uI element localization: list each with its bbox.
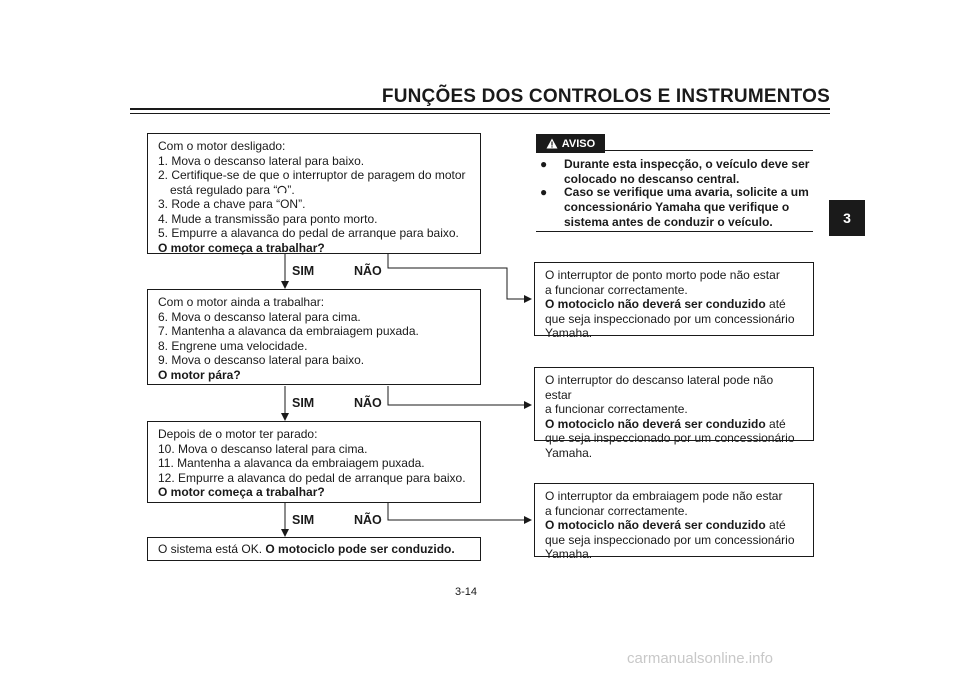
result-box-2 — [534, 367, 814, 460]
result-line — [545, 297, 803, 312]
box3-line: 11. Mantenha a alavanca da embraiagem puxada. — [158, 456, 425, 470]
flow-box-2 — [147, 289, 481, 385]
bullet-icon: ● — [540, 157, 548, 171]
box2-line: 6. Mova o descanso lateral para cima. — [158, 309, 361, 324]
box2-question: O motor pára? — [158, 367, 241, 382]
box1-line-part: ”. — [287, 182, 295, 197]
chapter-tab[interactable]: 3 — [829, 200, 865, 236]
box1-line: 1. Mova o descanso lateral para baixo. — [158, 153, 365, 168]
box2-line: 8. Engrene uma velocidade. — [158, 338, 308, 353]
result-line: Yamaha. — [545, 547, 593, 561]
result-line: O interruptor de ponto morto pode não estar — [545, 268, 780, 282]
no-label-2: NÃO — [354, 396, 382, 410]
result-line: a funcionar correctamente. — [545, 282, 688, 297]
result-line: O interruptor do descanso lateral pode não estar — [545, 373, 774, 402]
engine-run-icon — [277, 184, 287, 195]
result-line — [545, 518, 803, 533]
result-after: até — [765, 518, 786, 532]
result-box-1 — [534, 262, 814, 340]
warning-badge — [536, 134, 605, 153]
box2-line: Com o motor ainda a trabalhar: — [158, 295, 325, 309]
watermark: carmanualsonline.info — [627, 650, 773, 667]
result-line: que seja inspeccionado por um concessionário — [545, 431, 795, 445]
box1-line: 5. Empurre a alavanca do pedal de arranque para baixo. — [158, 226, 459, 240]
warning-badge-label: AVISO — [561, 137, 596, 150]
box3-line: 10. Mova o descanso lateral para cima. — [158, 441, 368, 456]
bullet-icon: ● — [540, 185, 548, 199]
box1-line: 4. Mude a transmissão para ponto morto. — [158, 211, 378, 226]
result-line: Yamaha. — [545, 445, 593, 460]
box4-text: O sistema está OK. — [158, 542, 266, 556]
box3-line: Depois de o motor ter parado: — [158, 427, 318, 441]
page-title: FUNÇÕES DOS CONTROLOS E INSTRUMENTOS — [381, 86, 830, 107]
result-after: até — [765, 416, 786, 431]
box1-question: O motor começa a trabalhar? — [158, 240, 325, 255]
flow-box-3 — [147, 421, 481, 503]
box4-bold: O motociclo pode ser conduzido. — [265, 542, 455, 556]
result-line: Yamaha. — [545, 326, 593, 340]
nao-arrow-2 — [388, 386, 531, 405]
result-line: O interruptor da embraiagem pode não estar — [545, 489, 783, 503]
warning-item — [540, 185, 816, 231]
no-label-1: NÃO — [354, 264, 382, 278]
result-box-3 — [534, 483, 814, 561]
warning-item-text: Caso se verifique uma avaria, solicite a um concessionário Yamaha que verifique o sistema antes de conduzir o veículo. — [564, 185, 809, 229]
box1-line-part: está regulado para “ — [170, 182, 278, 197]
result-bold: O motociclo não deverá ser conduzido — [545, 297, 766, 311]
yes-label-3: SIM — [292, 513, 315, 527]
warning-item-text: Durante esta inspecção, o veículo deve ser colocado no descanso central. — [564, 157, 810, 186]
warning-top-rule — [605, 150, 813, 151]
warning-item — [540, 157, 816, 187]
box1-line: Com o motor desligado: — [158, 139, 286, 153]
result-bold: O motociclo não deverá ser conduzido — [545, 518, 766, 532]
box1-line: 2. Certifique-se de que o interruptor de paragem do motor — [158, 168, 466, 182]
warning-icon — [546, 138, 558, 149]
box2-line: 9. Mova o descanso lateral para baixo. — [158, 353, 365, 367]
box2-line: 7. Mantenha a alavanca da embraiagem puxada. — [158, 324, 419, 338]
page-number: 3-14 — [455, 586, 478, 598]
result-bold: O motociclo não deverá ser conduzido — [545, 416, 766, 431]
box1-line-indent — [158, 183, 470, 198]
result-after: até — [765, 297, 786, 311]
box3-line: 12. Empurre a alavanca do pedal de arranque para baixo. — [158, 470, 466, 485]
flow-box-4 — [147, 537, 481, 561]
yes-label-1: SIM — [292, 264, 315, 278]
result-line: que seja inspeccionado por um concessionário — [545, 532, 795, 547]
result-line: a funcionar correctamente. — [545, 402, 688, 416]
result-line: a funcionar correctamente. — [545, 503, 688, 518]
flow-box-1 — [147, 133, 481, 254]
result-line: que seja inspeccionado por um concessionário — [545, 311, 795, 326]
box1-line: 3. Rode a chave para “ON”. — [158, 197, 306, 211]
box3-question: O motor começa a trabalhar? — [158, 485, 325, 499]
warning-bottom-rule — [536, 231, 813, 232]
yes-label-2: SIM — [292, 396, 315, 410]
no-label-3: NÃO — [354, 513, 382, 527]
nao-arrow-3 — [388, 503, 531, 520]
result-line — [545, 417, 803, 432]
